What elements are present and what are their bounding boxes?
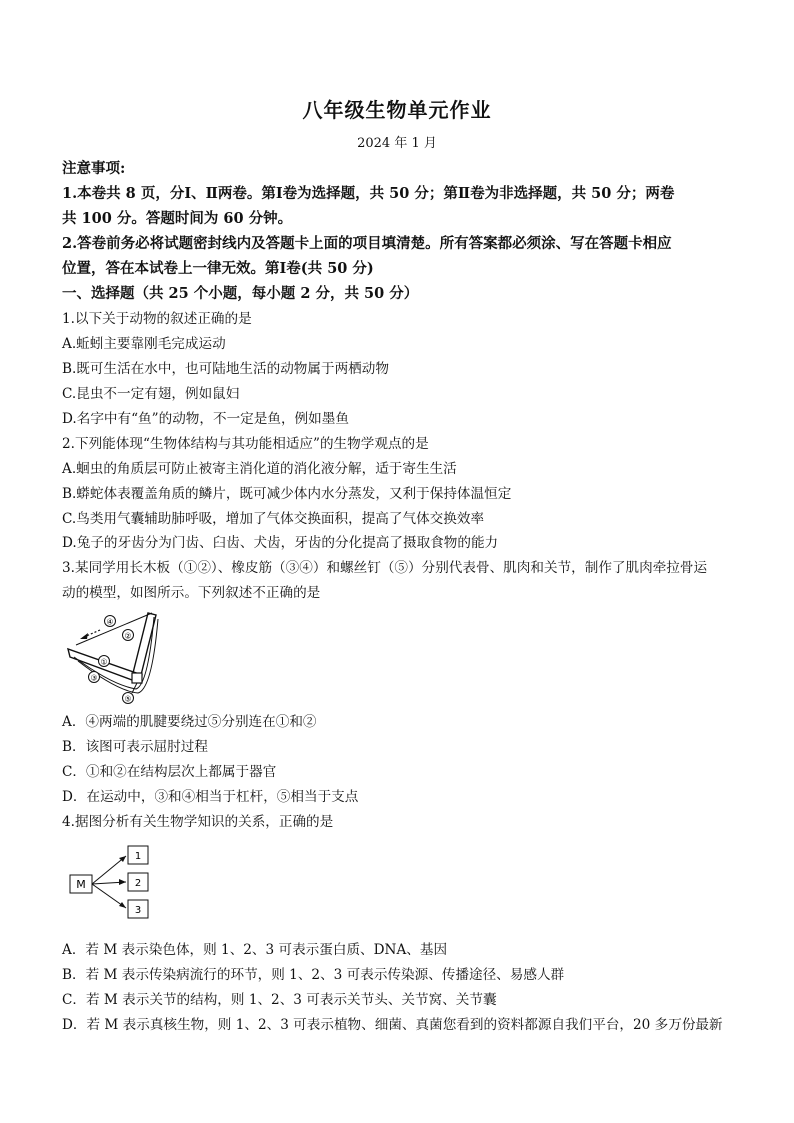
relationship-figure bbox=[68, 842, 158, 922]
question-4-option-c: C．若 M 表示关节的结构，则 1、2、3 可表示关节头、关节窝、关节囊 bbox=[62, 992, 497, 1008]
arrowhead-to-3-shape bbox=[119, 902, 126, 908]
question-3-option-c: C．①和②在结构层次上都属于器官 bbox=[62, 764, 277, 780]
question-2-stem: 2.下列能体现“生物体结构与其功能相适应”的生物学观点的是 bbox=[62, 436, 429, 452]
question-1-stem: 1.以下关于动物的叙述正确的是 bbox=[62, 311, 252, 327]
question-2-option-b: B.蟒蛇体表覆盖角质的鳞片，既可减少体内水分蒸发，又利于保持体温恒定 bbox=[62, 486, 512, 502]
arrowhead-to-2-shape bbox=[119, 879, 126, 885]
section-heading: 一、选择题（共 25 个小题，每小题 2 分，共 50 分） bbox=[62, 285, 419, 302]
question-3-option-b: B．该图可表示屈肘过程 bbox=[62, 739, 208, 755]
question-3-option-a: A．④两端的肌腱要绕过⑤分别连在①和② bbox=[62, 714, 317, 730]
question-4-stem: 4.据图分析有关生物学知识的关系，正确的是 bbox=[62, 814, 334, 830]
label-3-text: ③ bbox=[90, 673, 98, 683]
node-3-text: 3 bbox=[134, 905, 142, 916]
label-4-text: ④ bbox=[106, 617, 114, 627]
node-m-text: M bbox=[76, 878, 86, 891]
pull-arrowhead-shape bbox=[80, 633, 88, 639]
question-3-stem-line-1: 3.某同学用长木板（①②）、橡皮筋（③④）和螺丝钉（⑤）分别代表骨、肌肉和关节，制作了肌肉牵拉骨运 bbox=[62, 560, 708, 576]
question-2-option-a: A.蛔虫的角质层可防止被寄主消化道的消化液分解，适于寄生生活 bbox=[62, 461, 457, 477]
question-2-option-d: D.兔子的牙齿分为门齿、臼齿、犬齿，牙齿的分化提高了摄取食物的能力 bbox=[62, 535, 499, 551]
label-1-text: ① bbox=[100, 657, 108, 667]
notice-item-2-line-2: 位置，答在本试卷上一律无效。第Ⅰ卷(共 50 分) bbox=[62, 260, 374, 277]
label-2-text: ② bbox=[124, 631, 132, 641]
arrow-to-1-shape bbox=[92, 856, 126, 884]
notice-item-2-line-1: 2.答卷前务必将试题密封线内及答题卡上面的项目填清楚。所有答案都必须涂、写在答题卡相应 bbox=[62, 235, 672, 252]
question-3-stem-line-2: 动的模型，如图所示。下列叙述不正确的是 bbox=[62, 585, 321, 601]
question-1-option-c: C.昆虫不一定有翅，例如鼠妇 bbox=[62, 386, 240, 402]
question-4-option-b: B．若 M 表示传染病流行的环节，则 1、2、3 可表示传染源、传播途径、易感人群 bbox=[62, 967, 565, 983]
label-5-text: ⑤ bbox=[124, 694, 132, 704]
question-1-option-a: A.蚯蚓主要靠刚毛完成运动 bbox=[62, 336, 226, 352]
board-2-shape bbox=[132, 613, 156, 679]
node-2-text: 2 bbox=[134, 878, 142, 889]
question-2-option-c: C.鸟类用气囊辅助肺呼吸，增加了气体交换面积，提高了气体交换效率 bbox=[62, 511, 485, 527]
question-4-option-d: D．若 M 表示真核生物，则 1、2、3 可表示植物、细菌、真菌您看到的资料都源自我们平台，20 多万份最新 bbox=[62, 1017, 723, 1033]
notice-heading: 注意事项: bbox=[62, 160, 126, 177]
question-3-option-d: D．在运动中，③和④相当于杠杆，⑤相当于支点 bbox=[62, 789, 359, 805]
notice-item-1-line-1: 1.本卷共 8 页，分Ⅰ、Ⅱ两卷。第Ⅰ卷为选择题，共 50 分；第Ⅱ卷为非选择题，共 50 分；两卷 bbox=[62, 185, 675, 202]
node-1-text: 1 bbox=[134, 851, 142, 862]
question-1-option-d: D.名字中有“鱼”的动物，不一定是鱼，例如墨鱼 bbox=[62, 411, 349, 427]
muscle-model-figure bbox=[62, 605, 172, 707]
screw-5-shape bbox=[132, 673, 142, 683]
question-1-option-b: B.既可生活在水中，也可陆地生活的动物属于两栖动物 bbox=[62, 361, 389, 377]
notice-item-1-line-2: 共 100 分。答题时间为 60 分钟。 bbox=[62, 210, 293, 227]
question-4-option-a: A．若 M 表示染色体，则 1、2、3 可表示蛋白质、DNA、基因 bbox=[62, 942, 448, 958]
page-title: 八年级生物单元作业 bbox=[302, 98, 492, 122]
exam-date: 2024 年 1 月 bbox=[357, 136, 437, 151]
